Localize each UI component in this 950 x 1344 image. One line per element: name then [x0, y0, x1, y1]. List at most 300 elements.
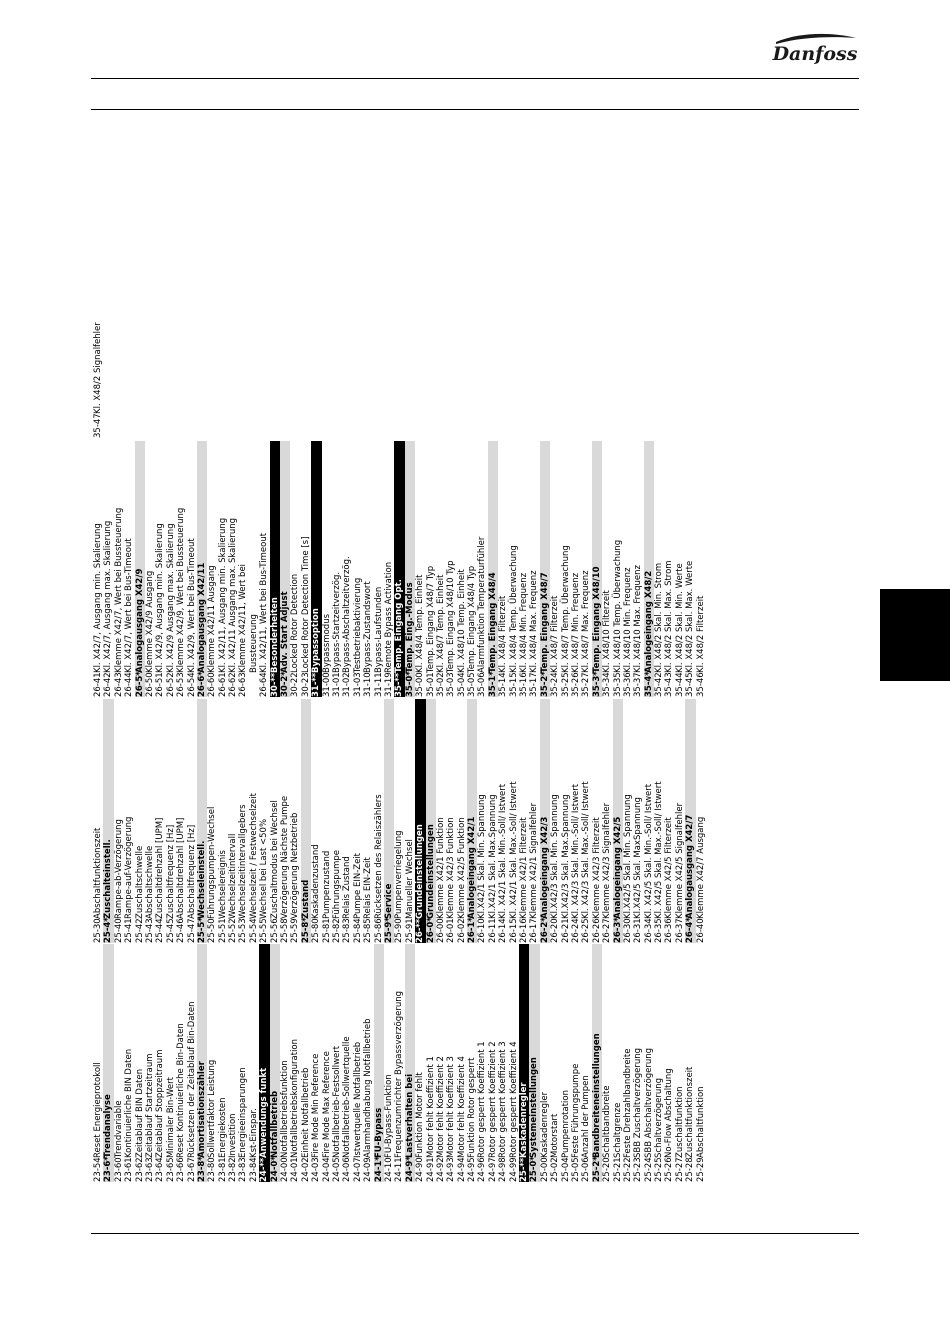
parameter-id: 25-8*: [300, 917, 311, 943]
parameter-id: 35-44: [674, 672, 685, 697]
parameter-row: [114, 944, 124, 1182]
parameter-id: 26-0*: [425, 917, 436, 943]
parameter-label: Testbetriebaktivierung: [352, 577, 363, 673]
parameter-id: 26-34: [643, 918, 654, 943]
parameter-row: [602, 699, 612, 943]
parameter-label: Remote Bypass Activation: [383, 561, 394, 673]
parameter-row: [477, 699, 487, 943]
parameter-id: 26-25: [581, 918, 592, 943]
parameter-label: Temp. Eingang X48/10 Typ: [446, 560, 457, 673]
parameter-row: [290, 944, 300, 1182]
parameter-row: [436, 441, 446, 697]
parameter-label: Kaskadenregler: [539, 1091, 550, 1158]
group-row: [405, 944, 415, 1182]
parameter-label: Kl.X42/1 Skal. Min. Spannung: [477, 794, 488, 919]
parameter-id: 25-9*: [383, 917, 394, 943]
parameter-row: [446, 441, 456, 697]
group-row: [405, 441, 415, 697]
parameter-row: [696, 944, 706, 1182]
parameter-id: 26-**: [415, 918, 426, 943]
parameter-id: 23-54: [93, 1157, 103, 1182]
parameter-row: [664, 441, 674, 697]
parameter-id: 35-05: [467, 672, 478, 697]
parameter-row: [207, 699, 217, 943]
parameter-row: [238, 944, 248, 1182]
parameter-row: [342, 441, 352, 697]
parameter-label: Pumpe EIN-Zeit: [352, 852, 363, 919]
group-row: [592, 441, 602, 697]
parameter-label: Grundeinstellungen: [415, 824, 426, 919]
group-row: [374, 944, 384, 1182]
parameter-id: 25-83: [342, 918, 353, 943]
parameter-label: Kst-Einspar.: [248, 1108, 259, 1158]
parameter-label: Grundeinstellungen: [425, 824, 436, 919]
parameter-row: [488, 944, 498, 1182]
parameter-id: 26-62: [228, 672, 239, 697]
danfoss-logo: [770, 30, 860, 70]
parameter-id: 25-26: [664, 1157, 675, 1182]
parameter-row: [322, 441, 332, 697]
group-row: [613, 699, 623, 943]
parameter-label: Bandbreiteneinstellungen: [591, 1033, 602, 1158]
parameter-row: [114, 699, 124, 943]
parameter-row: [259, 441, 269, 697]
parameter-id: 35-36: [622, 672, 633, 697]
parameter-id: 25-50: [207, 918, 218, 943]
section-row: [519, 944, 529, 1182]
parameter-label: Klemme X42/5 Funktion: [456, 817, 467, 919]
parameter-row: [436, 699, 446, 943]
parameter-id: 26-17: [529, 918, 540, 943]
parameter-label: Zuschaltschwelle: [134, 845, 145, 919]
parameter-label: Zuschaltfunktion: [674, 1086, 685, 1158]
parameter-row: [228, 944, 238, 1182]
parameter-label: Anzahl der Pumpen: [581, 1075, 592, 1158]
parameter-row: [353, 441, 363, 697]
parameter-id: 26-1*: [467, 917, 478, 943]
group-row: [426, 699, 436, 943]
parameter-row: [280, 699, 290, 943]
parameter-row: [155, 699, 165, 943]
parameter-row: [550, 944, 560, 1182]
parameter-label: Funktion Motor fehlt: [415, 1072, 426, 1158]
parameter-row: [103, 441, 113, 697]
parameter-label: Fire Mode Max Reference: [321, 1051, 332, 1158]
parameter-label: No-Flow Abschaltung: [664, 1068, 675, 1158]
parameter-id: 35-37: [633, 672, 644, 697]
group-row: [685, 699, 695, 943]
parameter-id: 35-16: [519, 672, 530, 697]
parameter-id: 24-0*: [269, 1156, 280, 1182]
parameter-label: Kl. X42/3 Skal. Min.-Soll/ Istwert: [570, 783, 581, 919]
parameter-id: 26-2*: [539, 917, 550, 943]
parameter-id: 25-54: [248, 918, 259, 943]
parameter-id: 30-**: [269, 672, 280, 697]
group-row: [592, 944, 602, 1182]
parameter-id: 35-26: [570, 672, 581, 697]
parameter-label: Schaltgrenze: [612, 1102, 623, 1158]
parameter-id: 25-47: [186, 918, 197, 943]
parameter-id: 26-20: [550, 918, 561, 943]
parameter-id: 23-83: [238, 1157, 249, 1182]
parameter-id: 25-59: [290, 918, 301, 943]
parameter-row: [332, 944, 342, 1182]
parameter-label: Abschaltfunktion: [695, 1086, 706, 1158]
parameter-label: Abschaltschwelle: [144, 845, 155, 919]
section-row: [270, 441, 280, 697]
parameter-id: 25-58: [280, 918, 291, 943]
parameter-id: 25-2*: [591, 1156, 602, 1182]
parameter-label: Istwertquelle Notfallbetrieb: [352, 1041, 363, 1158]
parameter-label: Reset Energieprotokoll: [93, 1062, 103, 1158]
parameter-id: 24-05: [331, 1157, 342, 1182]
parameter-label: Kl. X48/2 Skal. Max. Strom: [664, 560, 675, 673]
parameter-row: [405, 699, 415, 943]
parameter-row: [363, 944, 373, 1182]
parameter-row: [384, 944, 394, 1182]
parameter-label: Minimaler Bin-Wert: [165, 1077, 176, 1158]
parameter-id: 25-56: [269, 918, 280, 943]
parameter-row: [696, 441, 706, 697]
parameter-row: [155, 944, 165, 1182]
parameter-label: Kl. X48/2 Filterzeit: [695, 595, 706, 673]
parameter-id: 35-45: [685, 672, 696, 697]
parameter-label: Rampe-auf-Verzögerung: [124, 816, 135, 919]
parameter-label: Zeitablauf BIN Daten: [134, 1068, 145, 1158]
parameter-label: Temp. Eingang X48/4 Typ: [467, 565, 478, 673]
parameter-label: Alarmhandhabung Notfallbetrieb: [363, 1018, 374, 1158]
parameter-row: [228, 699, 238, 943]
parameter-id: 35-17: [529, 672, 540, 697]
parameter-label: Analogeingang X48/2: [643, 570, 654, 673]
group-row: [529, 944, 539, 1182]
parameter-row: [363, 441, 373, 697]
parameter-label: Motor fehlt Koeffizient 2: [435, 1056, 446, 1158]
group-row: [301, 699, 311, 943]
parameter-label: Bussteuerung: [248, 614, 259, 673]
parameter-id: 26-42: [103, 672, 114, 697]
group-row: [197, 944, 207, 1182]
parameter-label: Analogausgang X42/9: [134, 568, 145, 673]
parameter-id: 25-**: [519, 1157, 530, 1182]
parameter-id: 25-5*: [196, 917, 207, 943]
parameter-id: 23-60: [113, 1157, 124, 1182]
parameter-row: [644, 699, 654, 943]
parameter-row: [135, 699, 145, 943]
parameter-id: 23-82: [228, 1157, 239, 1182]
parameter-row: [124, 699, 134, 943]
parameter-row: [664, 944, 674, 1182]
parameter-row: [93, 944, 103, 1182]
parameter-label: FU-Bypass-Funktion: [383, 1074, 394, 1158]
parameter-row: [166, 699, 176, 943]
parameter-label: Sollwertfaktor Leistung: [207, 1059, 218, 1158]
parameter-id: 26-11: [487, 918, 498, 943]
parameter-row: [446, 944, 456, 1182]
parameter-label: SBB Zuschaltverzögerung: [633, 1047, 644, 1158]
parameter-id: 25-80: [311, 918, 322, 943]
parameter-id: 35-2*: [539, 671, 550, 697]
parameter-id: 35-35: [612, 672, 623, 697]
parameter-row: [207, 944, 217, 1182]
parameter-row: [581, 441, 591, 697]
parameter-column: [93, 441, 706, 697]
parameter-label: Kl. X48/7 Filterzeit: [550, 595, 561, 673]
parameter-label: Kl. X48/10 Filterzeit: [602, 590, 613, 673]
parameter-row: [675, 699, 685, 943]
parameter-label: Klemme X42/11, Wert bei: [238, 563, 249, 673]
parameter-label: Führungspumpe: [331, 850, 342, 919]
parameter-row: [436, 944, 446, 1182]
parameter-label: Kl. X42/1 Skal. Max.-Soll/ Istwert: [508, 781, 519, 919]
parameter-label: Zuschaltmodus bei Wechsel: [269, 800, 280, 919]
parameter-id: 26-51: [155, 672, 166, 697]
parameter-row: [644, 944, 654, 1182]
parameter-row: [124, 944, 134, 1182]
parameter-id: 23-67: [186, 1157, 197, 1182]
parameter-row: [529, 441, 539, 697]
parameter-id: 30-22: [290, 672, 301, 697]
parameter-id: 25-52: [228, 918, 239, 943]
parameter-label: Schaltbandbreite: [602, 1085, 613, 1158]
parameter-row: [664, 699, 674, 943]
parameter-id: 35-25: [560, 672, 571, 697]
parameter-label: Wechsel bei Last <50%: [259, 818, 270, 919]
parameter-label: Motorstart: [550, 1113, 561, 1158]
parameter-label: Wechselzeitintervallgebers: [238, 804, 249, 919]
parameter-label: Kl. X42/7, Ausgang min. Skalierung: [93, 523, 103, 673]
parameter-column: [93, 699, 706, 943]
parameter-label: Wechseleinstell.: [196, 840, 207, 919]
parameter-id: 31-19: [383, 672, 394, 697]
parameter-label: Kl. X48/7 Temp. Überwachung: [560, 545, 571, 673]
parameter-id: 25-81: [321, 918, 332, 943]
parameter-row: [363, 699, 373, 943]
parameter-label: Locked Rotor Detection: [290, 573, 301, 673]
parameter-row: [457, 699, 467, 943]
parameter-id: 35-1*: [487, 671, 498, 697]
parameter-id: 26-52: [165, 672, 176, 697]
parameter-row: [561, 441, 571, 697]
parameter-label: Bypass-Laufstunden: [373, 586, 384, 673]
parameter-label: Rücksetzen der Zeitablauf Bin-Daten: [186, 1001, 197, 1158]
parameter-label: Temp. Eingang X48/4: [487, 572, 498, 673]
parameter-id: 24-01: [290, 1157, 301, 1182]
parameter-id: 26-14: [498, 918, 509, 943]
parameter-row: [374, 441, 384, 697]
parameter-label: Klemme X42/1 Filterzeit: [519, 817, 530, 919]
parameter-row: [529, 699, 539, 943]
parameter-label: Notfallbetriebskonfiguration: [290, 1038, 301, 1158]
parameter-label: Kl. X48/4 Filterzeit: [498, 595, 509, 673]
parameter-row: [145, 441, 155, 697]
parameter-label: Trendvariable: [113, 1100, 124, 1158]
parameter-row: [280, 944, 290, 1182]
parameter-id: 24-95: [467, 1157, 478, 1182]
parameter-id: 26-10: [477, 918, 488, 943]
parameter-label: Kl. X48/4 Min. Frequenz: [519, 572, 530, 673]
parameter-id: 24-07: [352, 1157, 363, 1182]
parameter-label: Zuschalteinstell.: [103, 839, 114, 919]
parameter-label: Rotor gesperrt Koeffizient 2: [487, 1041, 498, 1158]
parameter-row: [311, 944, 321, 1182]
parameter-row: [488, 699, 498, 943]
parameter-label: Temp. Eing.-Modus: [404, 582, 415, 673]
group-row: [197, 699, 207, 943]
parameter-label: Rotor gesperrt Koeffizient 1: [477, 1041, 488, 1158]
parameter-row: [93, 238, 103, 438]
parameter-id: 35-27: [581, 672, 592, 697]
group-row: [103, 699, 113, 943]
parameter-label: Reset Kontinuierliche Bin-Daten: [176, 1023, 187, 1158]
parameter-row: [571, 944, 581, 1182]
parameter-id: 26-21: [560, 918, 571, 943]
parameter-id: 26-50: [144, 672, 155, 697]
parameter-label: Wechselereignis: [217, 850, 228, 919]
parameter-id: 35-0*: [404, 671, 415, 697]
parameter-row: [477, 944, 487, 1182]
parameter-row: [498, 944, 508, 1182]
parameter-row: [301, 441, 311, 697]
parameter-id: 26-40: [695, 918, 706, 943]
parameter-label: Trendanalyse: [103, 1094, 114, 1158]
parameter-id: 35-34: [602, 672, 613, 697]
parameter-id: 24-04: [321, 1157, 332, 1182]
parameter-label: Kl. X48/2 Skal. Min. Werte: [674, 563, 685, 673]
parameter-row: [592, 699, 602, 943]
parameter-row: [415, 944, 425, 1182]
parameter-id: 23-65: [165, 1157, 176, 1182]
parameter-id: 24-**: [259, 1157, 270, 1182]
parameter-id: 25-84: [352, 918, 363, 943]
parameter-row: [633, 441, 643, 697]
parameter-id: 24-97: [487, 1157, 498, 1182]
parameter-id: 35-03: [446, 672, 457, 697]
parameter-id: 35-43: [664, 672, 675, 697]
parameter-label: Klemme X42/9, Wert bei Bussteuerung: [176, 507, 187, 673]
parameter-id: 31-02: [342, 672, 353, 697]
parameter-label: Kl. X42/9, Wert bei Bus-Timeout: [186, 538, 197, 673]
parameter-id: [249, 673, 259, 697]
parameter-id: 26-5*: [134, 671, 145, 697]
parameter-id: 25-04: [560, 1157, 571, 1182]
parameter-row: [415, 441, 425, 697]
parameter-label: Pumpenverriegelung: [394, 830, 405, 919]
parameter-id: 24-06: [342, 1157, 353, 1182]
parameter-id: 35-01: [425, 672, 436, 697]
parameter-row: [623, 944, 633, 1182]
parameter-label: Notfallbetrieb-Festsollwert: [331, 1045, 342, 1158]
parameter-id: 26-24: [570, 918, 581, 943]
parameter-label: Kaskadenregler: [519, 1082, 530, 1158]
parameter-row: [519, 441, 529, 697]
parameter-label: Schaltverzögerung: [654, 1077, 665, 1158]
parameter-id: 25-44: [155, 918, 166, 943]
parameter-row: [467, 944, 477, 1182]
parameter-id: 26-41: [93, 672, 103, 697]
parameter-row: [249, 699, 259, 943]
parameter-label: Klemme X42/5 Filterzeit: [664, 817, 675, 919]
parameter-label: Notfallbetrieb-Sollwertquelle: [342, 1036, 353, 1158]
parameter-label: Klemme X42/5 Signalfehler: [674, 802, 685, 919]
parameter-id: 24-93: [446, 1157, 457, 1182]
parameter-id: 24-90: [415, 1157, 426, 1182]
parameter-row: [176, 944, 186, 1182]
parameter-label: Motor fehlt Koeffizient 1: [425, 1056, 436, 1158]
parameter-label: Kl. X42/11 Ausgang max. Skalierung: [228, 518, 239, 673]
svg-text:Danfoss: Danfoss: [772, 43, 858, 65]
parameter-row: [249, 944, 259, 1182]
parameter-id: 35-15: [508, 672, 519, 697]
parameter-id: 25-46: [176, 918, 187, 943]
parameter-id: 23-6*: [103, 1156, 114, 1182]
parameter-id: 31-03: [352, 672, 363, 697]
parameter-row: [93, 441, 103, 697]
parameter-id: 26-64: [259, 672, 270, 697]
parameter-id: 35-14: [498, 672, 509, 697]
parameter-label: Service: [383, 883, 394, 919]
parameter-row: [581, 944, 591, 1182]
parameter-id: 24-00: [280, 1157, 291, 1182]
parameter-label: Besonderheiten: [269, 597, 280, 673]
parameter-id: 25-00: [539, 1157, 550, 1182]
parameter-label: Rotor gesperrt Koeffizient 3: [498, 1041, 509, 1158]
parameter-label: Kl. X42/9, Ausgang min. Skalierung: [155, 523, 166, 673]
parameter-row: [311, 699, 321, 943]
parameter-id: 30-2*: [280, 671, 291, 697]
parameter-row: [332, 699, 342, 943]
parameter-row: [187, 441, 197, 697]
parameter-label: Notfallbetriebsfunktion: [280, 1060, 291, 1158]
parameter-row: [685, 944, 695, 1182]
parameter-id: 26-61: [217, 672, 228, 697]
parameter-label: Kl. X48/4 Max. Frequenz: [529, 570, 540, 673]
parameter-label: Bypass-Zustandswort: [363, 581, 374, 673]
parameter-row: [353, 944, 363, 1182]
parameter-id: 35-**: [394, 672, 405, 697]
parameter-row: [509, 699, 519, 943]
parameter-label: Kl. X42/11, Wert bei Bus-Timeout: [259, 532, 270, 673]
parameter-label: Kl. X48/2 Skal. Min. Strom: [654, 562, 665, 673]
parameter-label: Kl. X42/9 Ausgang max. Skalierung: [165, 523, 176, 673]
parameter-label: Analogausgang X42/7: [685, 814, 696, 919]
parameter-row: [290, 699, 300, 943]
parameter-row: [342, 944, 352, 1182]
parameter-id: 25-20: [602, 1157, 613, 1182]
parameter-label: Klemme X42/1 Funktion: [435, 817, 446, 919]
section-row: [394, 441, 404, 697]
parameter-id: 26-3*: [612, 917, 623, 943]
parameter-label: Kl. X42/11, Ausgang min. Skalierung: [217, 517, 228, 673]
parameter-label: Wechselzeit / Festwechselzeit: [248, 793, 259, 919]
parameter-label: Notfallbetrieb: [269, 1090, 280, 1158]
parameter-id: 26-31: [633, 918, 644, 943]
parameter-id: 26-27: [602, 918, 613, 943]
parameter-row: [207, 441, 217, 697]
parameter-label: Kl. X48/10 Temp. Einheit: [456, 569, 467, 673]
parameter-id: 25-53: [238, 918, 249, 943]
parameter-label: Klemme X42/11 Ausgang: [207, 565, 218, 673]
parameter-row: [613, 944, 623, 1182]
parameter-label: Anwendungs funkt: [259, 1067, 270, 1158]
parameter-id: 35-3*: [591, 671, 602, 697]
parameter-label: Zeitablauf Stoppzeitraum: [155, 1049, 166, 1158]
group-row: [135, 441, 145, 697]
parameter-id: 23-64: [155, 1157, 166, 1182]
parameter-id: 26-44: [124, 672, 135, 697]
parameter-label: Temp. Eingang X48/10: [591, 566, 602, 673]
parameter-row: [457, 944, 467, 1182]
